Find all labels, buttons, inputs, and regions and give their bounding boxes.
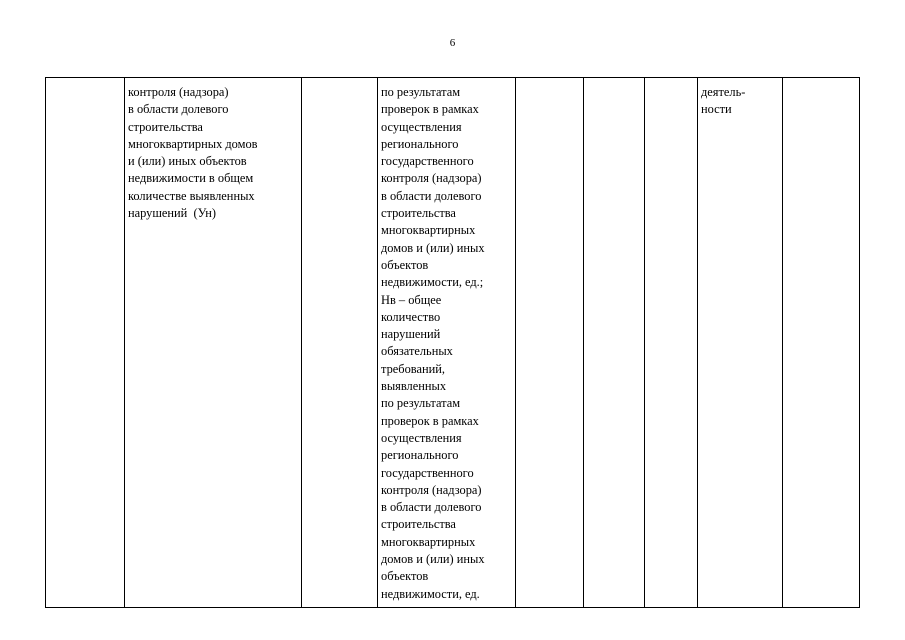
indicator-name-text: контроля (надзора) в области долевого строительства многоквартирных домов и (или) иных объектов недвижимости в общем количестве выявленных нарушений (Ун) bbox=[128, 85, 258, 221]
table-cell-empty bbox=[783, 78, 860, 608]
table-cell-empty bbox=[516, 78, 584, 608]
document-table bbox=[45, 77, 860, 608]
activity-text: деятель- ности bbox=[701, 85, 746, 117]
table-cell-indicator-name bbox=[125, 78, 302, 608]
table-row bbox=[46, 78, 860, 608]
table-cell-empty bbox=[46, 78, 125, 608]
table-cell-activity bbox=[698, 78, 783, 608]
page-number: 6 bbox=[449, 37, 456, 49]
table-cell-empty bbox=[645, 78, 698, 608]
table-cell-formula-description bbox=[378, 78, 516, 608]
table-cell-empty bbox=[302, 78, 378, 608]
formula-description-text: по результатам проверок в рамках осуществления регионального государственного контроля (надзора) в области долевого строительства многоквартирных домов и (или) иных объектов недвижимости, ед.; Нв – общее количество нарушений обязательных требований, выявленных по результатам проверок в рамках осуществления регионального государственного контроля (надзора) в области долевого строительства многоквартирных домов и (или) иных объектов недвижимости, ед. bbox=[381, 85, 485, 601]
table-cell-empty bbox=[584, 78, 645, 608]
